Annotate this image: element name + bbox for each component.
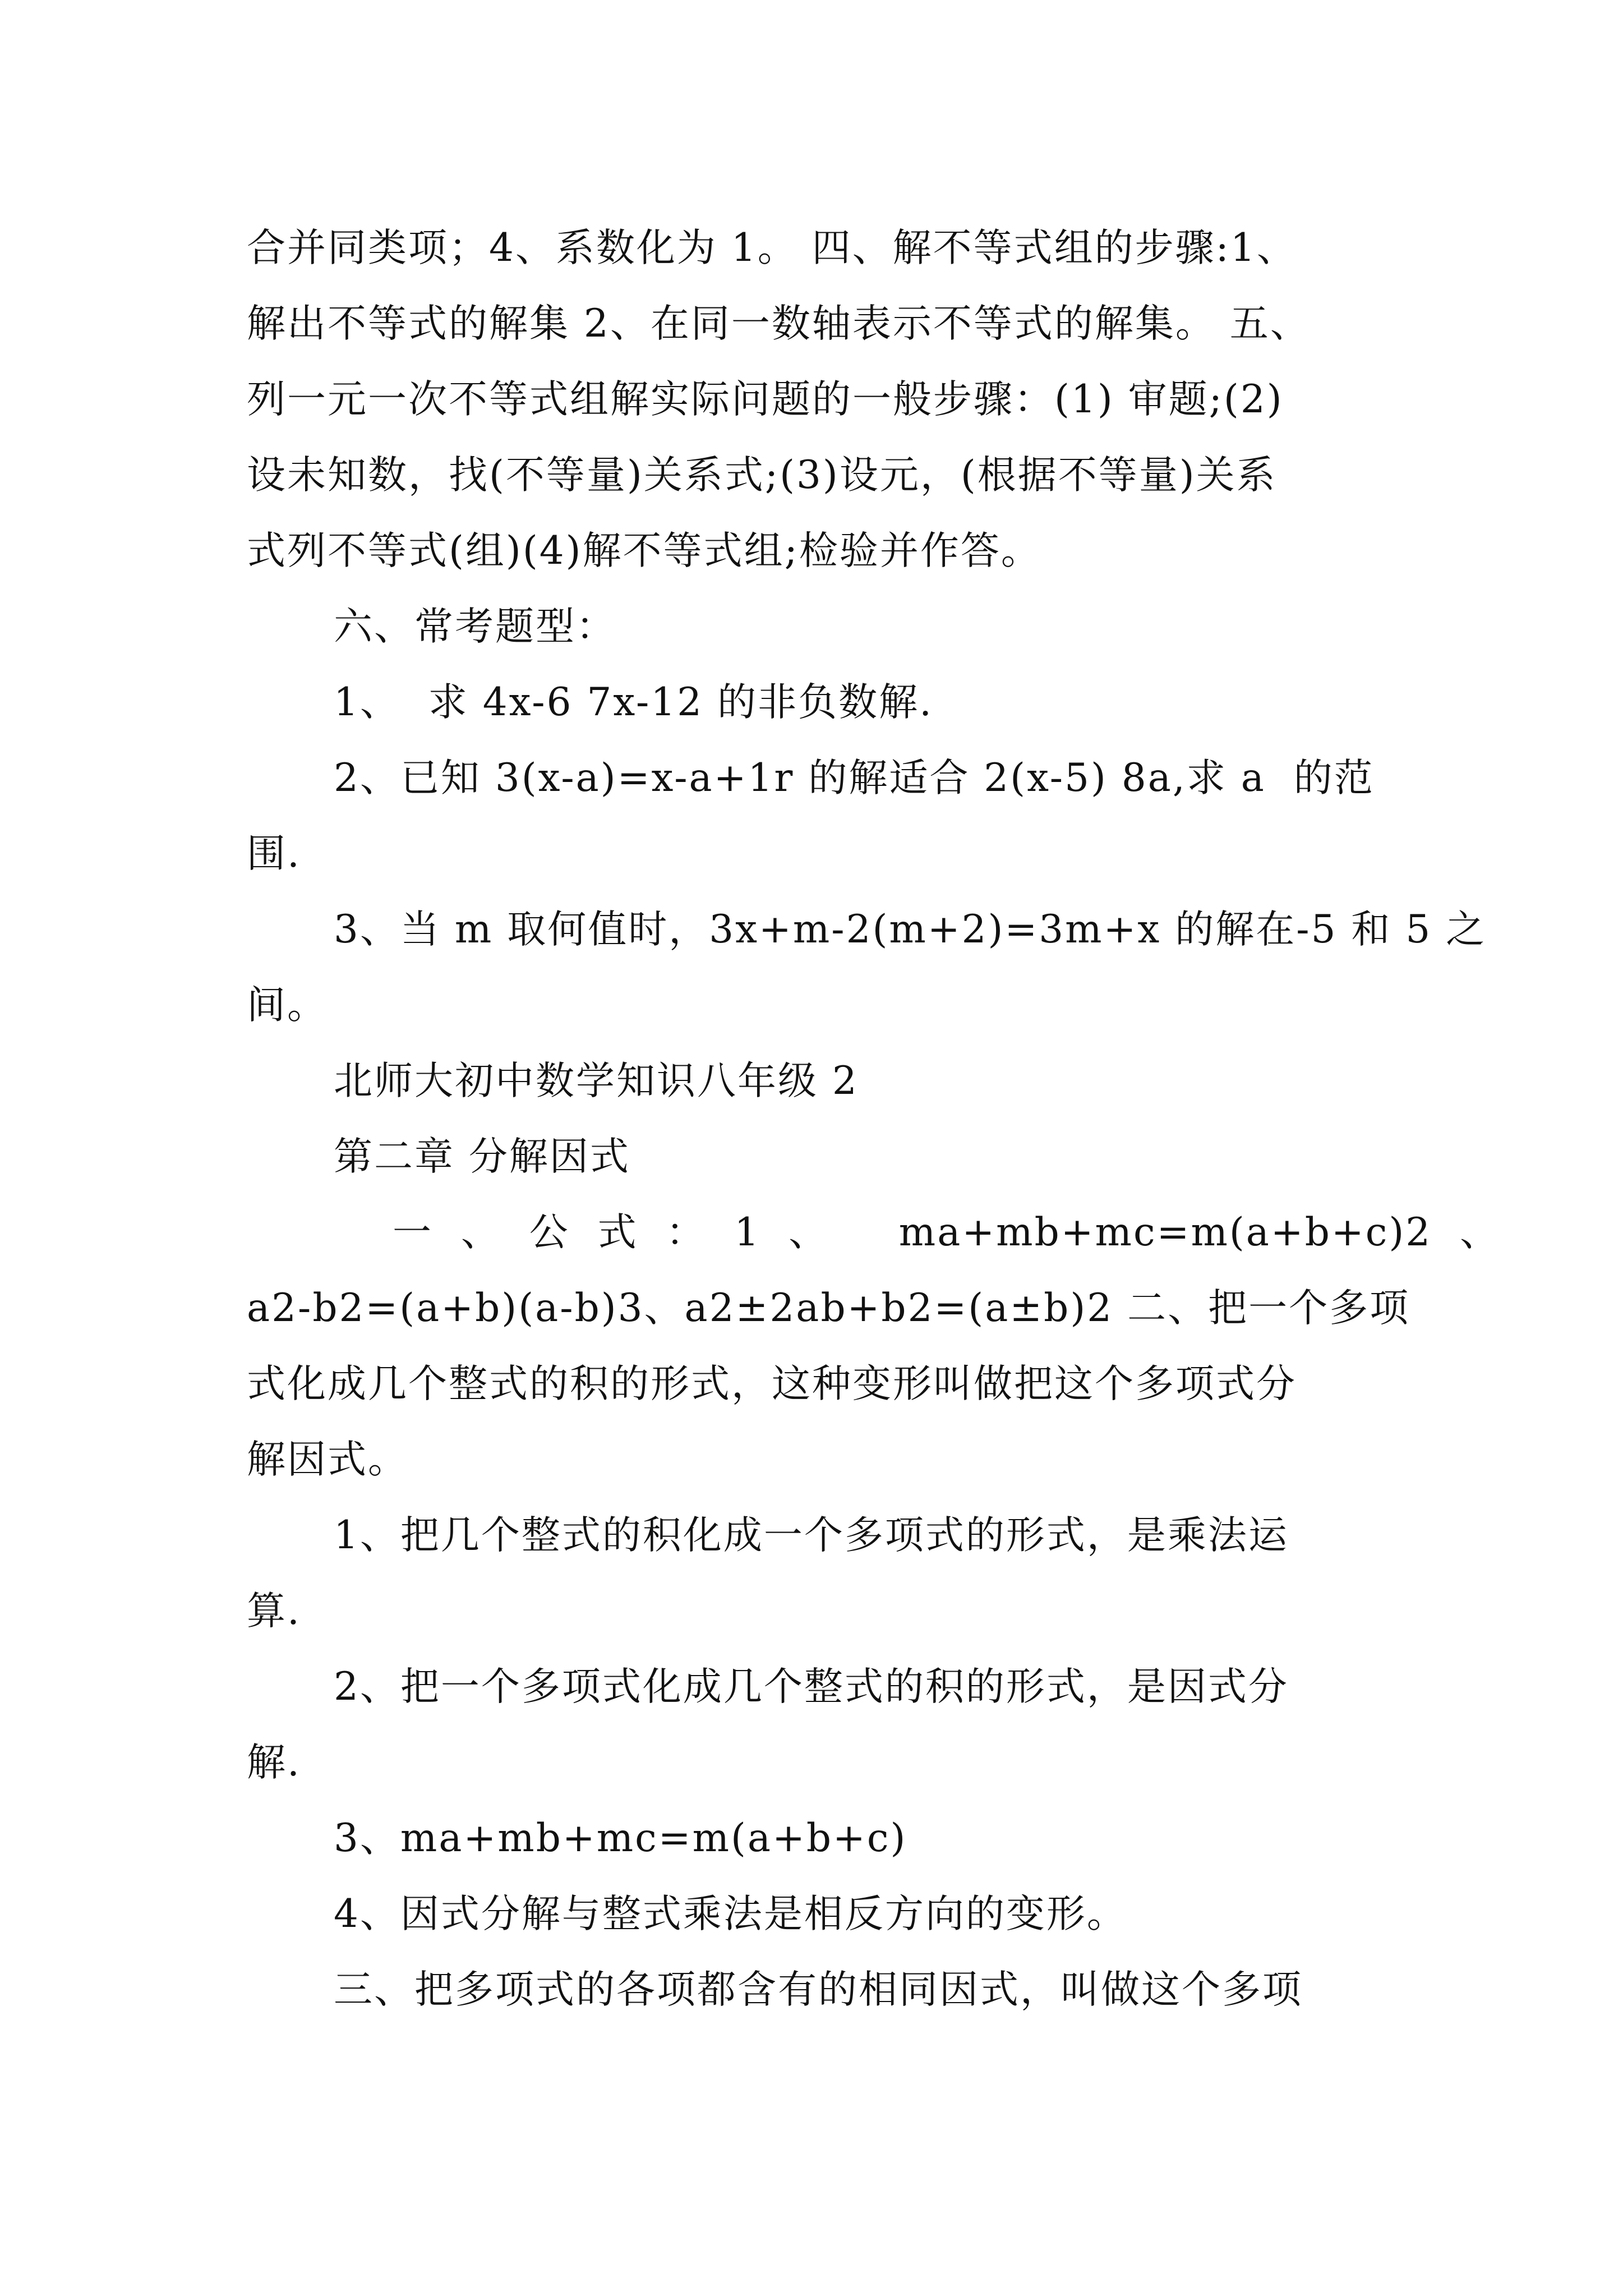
list-item-2-continuation: 解. bbox=[247, 1740, 301, 1785]
text-line: 列一元一次不等式组解实际问题的一般步骤：(1) 审题;(2) bbox=[247, 377, 1284, 422]
document-title: 北师大初中数学知识八年级 2 bbox=[334, 1059, 859, 1103]
list-item-1: 1、把几个整式的积化成一个多项式的形式，是乘法运 bbox=[334, 1513, 1289, 1558]
text-line: 解出不等式的解集 2、在同一数轴表示不等式的解集。 五、 bbox=[247, 301, 1311, 346]
text-line: a2-b2=(a+b)(a-b)3、a2±2ab+b2=(a±b)2 二、把一个多项 bbox=[247, 1286, 1410, 1331]
formula-heading-line: 一 、 公 式 ： 1 、 ma+mb+mc=m(a+b+c)2 、 bbox=[393, 1210, 1501, 1255]
text-line: 式列不等式(组)(4)解不等式组;检验并作答。 bbox=[247, 528, 1041, 573]
list-item-2: 2、把一个多项式化成几个整式的积的形式，是因式分 bbox=[334, 1664, 1289, 1709]
question-2-continuation: 围. bbox=[247, 831, 301, 876]
text-line: 合并同类项；4、系数化为 1。 四、解不等式组的步骤:1、 bbox=[247, 226, 1297, 270]
question-2: 2、已知 3(x-a)=x-a+1r 的解适合 2(x-5) 8a,求 a 的范 bbox=[334, 756, 1375, 800]
list-item-4: 4、因式分解与整式乘法是相反方向的变形。 bbox=[334, 1892, 1127, 1936]
chapter-title: 第二章 分解因式 bbox=[334, 1134, 630, 1179]
text-line: 式化成几个整式的积的形式，这种变形叫做把这个多项式分 bbox=[247, 1361, 1297, 1406]
question-3-continuation: 间。 bbox=[247, 983, 328, 1028]
question-1: 1、 求 4x-6 7x-12 的非负数解. bbox=[334, 680, 934, 725]
section-heading: 六、常考题型： bbox=[334, 604, 616, 649]
list-item-3: 3、ma+mb+mc=m(a+b+c) bbox=[334, 1816, 907, 1861]
list-item-1-continuation: 算. bbox=[247, 1589, 301, 1634]
section-three-line: 三、把多项式的各项都含有的相同因式，叫做这个多项 bbox=[334, 1967, 1303, 2012]
text-line: 解因式。 bbox=[247, 1437, 408, 1482]
text-line: 设未知数，找(不等量)关系式;(3)设元，(根据不等量)关系 bbox=[247, 453, 1277, 498]
question-3: 3、当 m 取何值时，3x+m-2(m+2)=3m+x 的解在-5 和 5 之 bbox=[334, 907, 1487, 952]
